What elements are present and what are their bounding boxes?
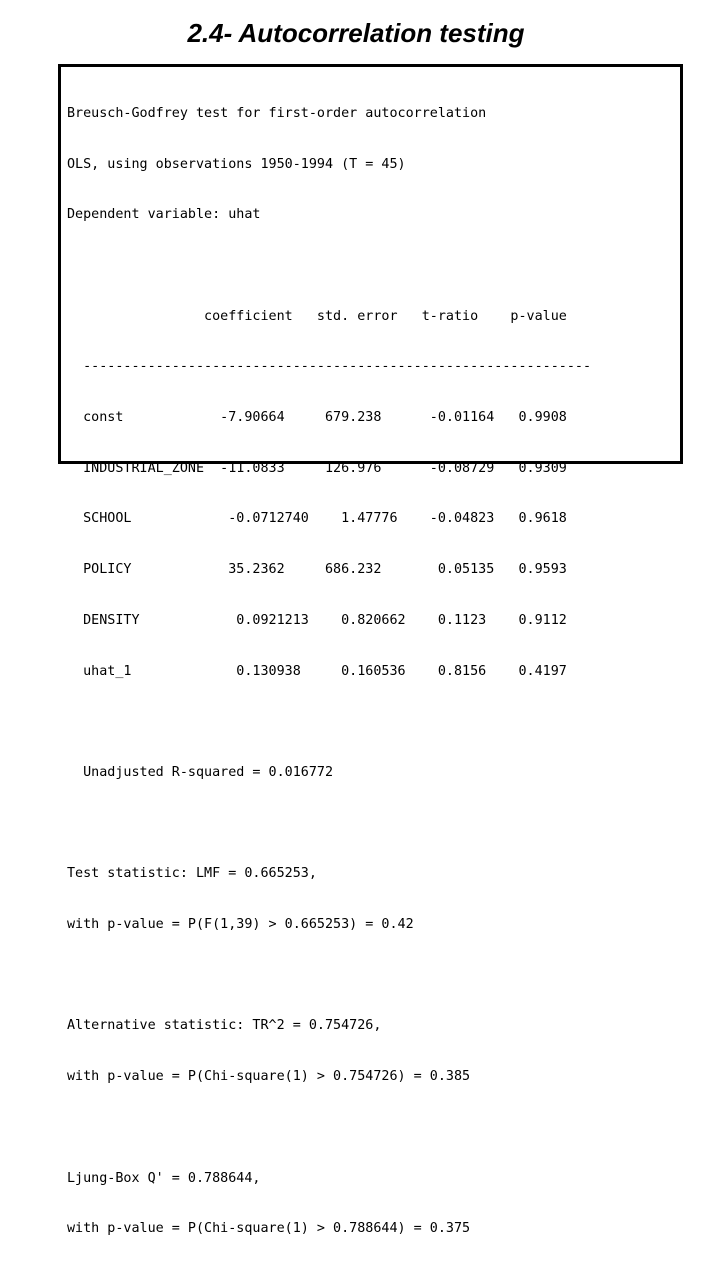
ljung-box-line: Ljung-Box Q' = 0.788644, [67, 1170, 261, 1186]
blank-line [67, 258, 591, 275]
table-header: coefficient std. error t-ratio p-value [67, 308, 567, 324]
table-row: INDUSTRIAL_ZONE -11.0833 126.976 -0.08729 0.9309 [67, 460, 567, 476]
ljung-box-pvalue-line: with p-value = P(Chi-square(1) > 0.788644) = 0.375 [67, 1221, 471, 1237]
table-row: DENSITY 0.0921213 0.820662 0.1123 0.9112 [67, 612, 567, 628]
alternative-statistic-line: Alternative statistic: TR^2 = 0.754726, [67, 1018, 382, 1034]
regression-output-text [67, 72, 591, 1272]
regression-output-box [58, 64, 683, 1237]
test-statistic-line: Test statistic: LMF = 0.665253, [67, 866, 317, 882]
blank-line [67, 714, 591, 731]
r-squared-line: Unadjusted R-squared = 0.016772 [67, 764, 334, 780]
blank-line [67, 1120, 591, 1137]
output-header-line: Breusch-Godfrey test for first-order autocorrelation [67, 105, 487, 121]
table-row: SCHOOL -0.0712740 1.47776 -0.04823 0.9618 [67, 511, 567, 527]
table-row: POLICY 35.2362 686.232 0.05135 0.9593 [67, 562, 567, 578]
alternative-statistic-pvalue-line: with p-value = P(Chi-square(1) > 0.754726) = 0.385 [67, 1069, 471, 1085]
output-header-line: OLS, using observations 1950-1994 (T = 45) [67, 156, 406, 172]
table-row: const -7.90664 679.238 -0.01164 0.9908 [67, 410, 567, 426]
table-separator: --------------------------------------------------------------- [67, 359, 592, 375]
table-row: uhat_1 0.130938 0.160536 0.8156 0.4197 [67, 663, 567, 679]
blank-line [67, 968, 591, 985]
output-header-line: Dependent variable: uhat [67, 207, 261, 223]
page-title: 2.4- Autocorrelation testing [187, 18, 525, 48]
test-statistic-pvalue-line: with p-value = P(F(1,39) > 0.665253) = 0.42 [67, 917, 414, 933]
blank-line [67, 816, 591, 833]
